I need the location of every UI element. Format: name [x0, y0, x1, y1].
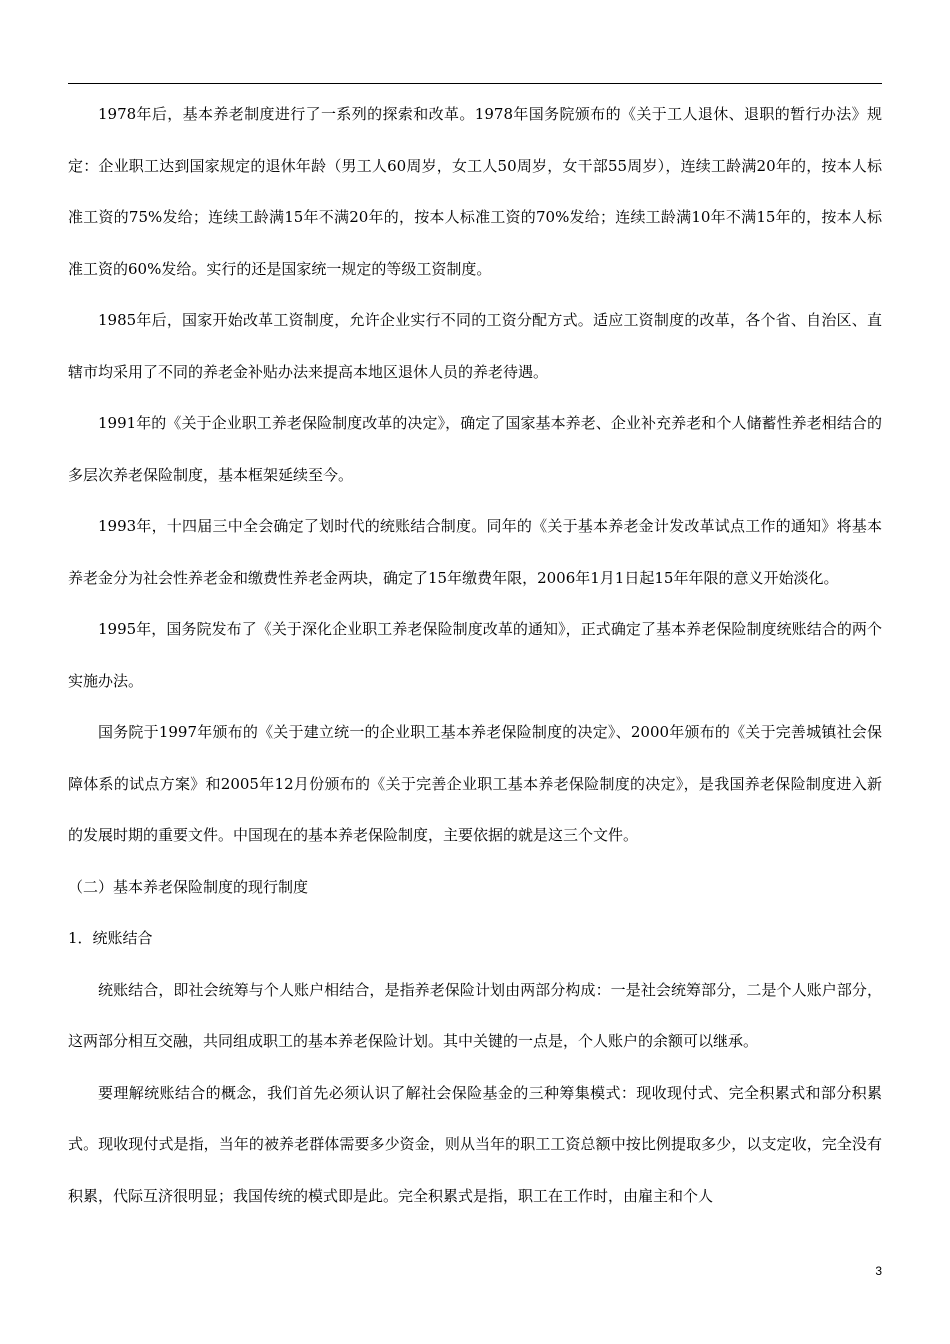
paragraph-account-combination: 统账结合，即社会统筹与个人账户相结合，是指养老保险计划由两部分构成：一是社会统筹部分，二是个人账户部分，这两部分相互交融，共同组成职工的基本养老保险计划。其中关键的一点是，个人账户的余额可以继承。: [68, 980, 882, 1050]
paragraph-1991-decision: 1991年的《关于企业职工养老保险制度改革的决定》，确定了国家基本养老、企业补充养老和个人储蓄性养老相结合的多层次养老保险制度，基本框架延续至今。: [68, 414, 882, 484]
paragraph-three-documents: 国务院于1997年颁布的《关于建立统一的企业职工基本养老保险制度的决定》、2000年颁布的《关于完善城镇社会保障体系的试点方案》和2005年12月份颁布的《关于完善企业职工基本养老保险制度的决定》，是我国养老保险制度进入新的发展时期的重要文件。中国现在的基本养老保险制度，主要依据的就是这三个文件。: [68, 723, 882, 844]
document-body: [68, 89, 882, 1222]
page-number: 3: [875, 1264, 882, 1278]
paragraph-1978-reform: 1978年后，基本养老制度进行了一系列的探索和改革。1978年国务院颁布的《关于工人退休、退职的暂行办法》规定：企业职工达到国家规定的退休年龄（男工人60周岁，女工人50周岁，女干部55周岁），连续工龄满20年的，按本人标准工资的75%发给；连续工龄满15年不满20年的，按本人标准工资的70%发给；连续工龄满10年不满15年的，按本人标准工资的60%发给。实行的还是国家统一规定的等级工资制度。: [68, 105, 882, 278]
paragraph-funding-models: 要理解统账结合的概念，我们首先必须认识了解社会保险基金的三种筹集模式：现收现付式、完全积累式和部分积累式。现收现付式是指，当年的被养老群体需要多少资金，则从当年的职工工资总额中按比例提取多少，以支定收，完全没有积累，代际互济很明显；我国传统的模式即是此。完全积累式是指，职工在工作时，由雇主和个人: [68, 1083, 882, 1205]
section-heading: （二）基本养老保险制度的现行制度: [68, 877, 309, 896]
paragraph-1995-notice: 1995年，国务院发布了《关于深化企业职工养老保险制度改革的通知》，正式确定了基本养老保险制度统账结合的两个实施办法。: [68, 620, 882, 690]
paragraph-1993-system: 1993年，十四届三中全会确定了划时代的统账结合制度。同年的《关于基本养老金计发改革试点工作的通知》将基本养老金分为社会性养老金和缴费性养老金两块，确定了15年缴费年限，2006年1月1日起15年年限的意义开始淡化。: [68, 517, 882, 587]
paragraph-1985-reform: 1985年后，国家开始改革工资制度，允许企业实行不同的工资分配方式。适应工资制度的改革，各个省、自治区、直辖市均采用了不同的养老金补贴办法来提高本地区退休人员的养老待遇。: [68, 311, 882, 381]
subsection-heading: 1．统账结合: [68, 929, 153, 947]
header-rule: [68, 83, 882, 84]
